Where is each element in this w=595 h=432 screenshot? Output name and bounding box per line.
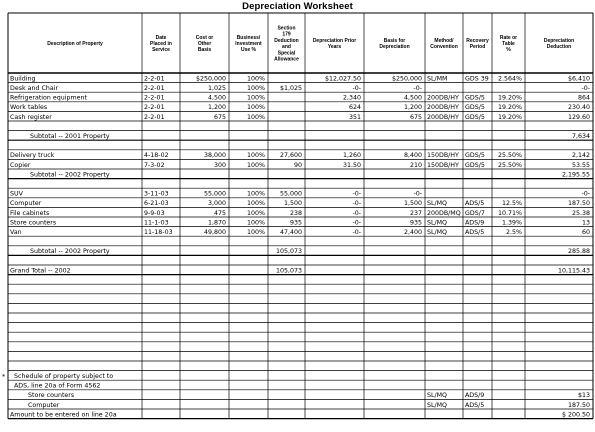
cell-cost: 300 bbox=[213, 161, 226, 169]
cell-method: SL/MQ bbox=[427, 200, 448, 208]
cell-s179: 47,400 bbox=[279, 229, 302, 236]
subtotal-cell-desc: Subtotal -- 2002 Property bbox=[30, 171, 110, 179]
note-cell-desc: ADS, line 20a of Form 4562 bbox=[14, 382, 101, 390]
cell-rate: 12.5% bbox=[501, 200, 522, 208]
cell-bus: 100% bbox=[246, 85, 265, 92]
cell-recov: GDS/5 bbox=[465, 113, 485, 121]
column-header-desc: Description of Property bbox=[47, 41, 103, 47]
cell-date: 11-18-03 bbox=[144, 229, 173, 236]
cell-cost: 49,800 bbox=[203, 229, 226, 236]
cell-bus: 100% bbox=[246, 113, 265, 121]
cell-rate: 19.20% bbox=[497, 104, 522, 112]
cell-cost: 475 bbox=[213, 209, 226, 217]
column-header-prior: Depreciation Prior bbox=[312, 37, 357, 44]
cell-deduct: $13 bbox=[577, 392, 590, 400]
cell-desc: Delivery truck bbox=[10, 152, 55, 160]
cell-recov: ADS/9 bbox=[465, 392, 485, 400]
cell-s179: 27,600 bbox=[279, 152, 302, 160]
column-header-s179: Special bbox=[277, 50, 296, 57]
cell-deduct: $6,410 bbox=[567, 75, 590, 83]
cell-recov: GDS/7 bbox=[465, 209, 485, 217]
subtotal-cell-deduct: 10,115.43 bbox=[557, 267, 590, 275]
cell-method: 200DB/HY bbox=[427, 104, 459, 112]
cell-recov: ADS/5 bbox=[465, 200, 485, 208]
cell-prior: -0- bbox=[352, 200, 361, 208]
cell-prior: 624 bbox=[348, 104, 361, 112]
cell-cost: 3,000 bbox=[207, 200, 226, 208]
cell-method: 200DB/HY bbox=[427, 94, 459, 102]
cell-basis: 4,500 bbox=[403, 94, 422, 102]
cell-deduct: 230.40 bbox=[567, 104, 590, 112]
cell-date: 9-9-03 bbox=[144, 209, 165, 217]
column-header-s179: Section bbox=[277, 25, 296, 32]
subtotal-cell-deduct: 7,634 bbox=[571, 133, 590, 140]
cell-desc: Refrigeration equipment bbox=[10, 94, 87, 102]
cell-deduct: 187.50 bbox=[567, 200, 590, 208]
subtotal-cell-deduct: 285.88 bbox=[567, 248, 590, 256]
cell-deduct: 2,142 bbox=[571, 152, 590, 160]
cell-cost: 1,200 bbox=[207, 104, 226, 112]
cell-basis: -0- bbox=[413, 190, 422, 198]
cell-s179: 238 bbox=[289, 209, 302, 217]
cell-desc: Desk and Chair bbox=[10, 85, 59, 92]
cell-date: 4-18-02 bbox=[144, 152, 169, 160]
cell-rate: 25.50% bbox=[497, 152, 522, 160]
cell-deduct: -0- bbox=[581, 190, 590, 198]
cell-rate: 10.71% bbox=[497, 209, 522, 217]
subtotal-cell-deduct: 2,195.55 bbox=[561, 171, 590, 179]
column-header-cost: Basis bbox=[197, 47, 212, 54]
cell-desc: Store counters bbox=[28, 392, 75, 400]
cell-recov: GDS/5 bbox=[465, 152, 485, 160]
cell-cost: 675 bbox=[213, 113, 226, 121]
cell-recov: ADS/9 bbox=[465, 219, 485, 227]
cell-rate: 1.39% bbox=[501, 219, 522, 227]
cell-prior: 2,340 bbox=[342, 94, 361, 102]
cell-deduct: $ 200.50 bbox=[561, 411, 590, 419]
cell-prior: 1,260 bbox=[342, 152, 361, 160]
note-cell-desc: Schedule of property subject to bbox=[14, 373, 114, 380]
cell-deduct: 53.55 bbox=[571, 161, 590, 169]
page-title: Depreciation Worksheet bbox=[242, 1, 353, 12]
cell-date: 2-2-01 bbox=[144, 94, 165, 102]
cell-method: SL/MQ bbox=[427, 219, 448, 227]
cell-method: 150DB/HY bbox=[427, 161, 459, 169]
cell-basis: 2,400 bbox=[403, 229, 422, 236]
cell-s179: 1,500 bbox=[283, 200, 302, 208]
column-header-s179: Allowance bbox=[274, 56, 299, 63]
column-header-bus: Business/ bbox=[236, 34, 261, 41]
cell-basis: 1,200 bbox=[403, 104, 422, 112]
subtotal-cell-desc: Subtotal -- 2001 Property bbox=[30, 133, 110, 140]
column-header-bus: Investment bbox=[235, 41, 262, 47]
cell-deduct: 864 bbox=[577, 94, 590, 102]
cell-cost: 1,025 bbox=[207, 85, 226, 92]
column-header-rate: Rate or bbox=[499, 34, 518, 41]
subtotal-cell-s179: 105,073 bbox=[275, 267, 302, 275]
cell-recov: GDS/5 bbox=[465, 161, 485, 169]
cell-method: SL/MQ bbox=[427, 229, 448, 236]
cell-deduct: 60 bbox=[581, 229, 590, 236]
column-header-cost: Cost or bbox=[195, 34, 214, 41]
cell-prior: $12,027.50 bbox=[324, 75, 361, 83]
cell-desc: Copier bbox=[10, 161, 31, 169]
cell-deduct: 25.38 bbox=[571, 209, 590, 217]
column-header-recov: Period bbox=[469, 44, 486, 51]
cell-desc: Building bbox=[10, 75, 36, 83]
cell-recov: ADS/5 bbox=[465, 229, 485, 236]
column-headers bbox=[47, 26, 574, 63]
cell-basis: 210 bbox=[409, 161, 422, 169]
cell-method: 150DB/HY bbox=[427, 152, 459, 160]
cell-bus: 100% bbox=[246, 104, 265, 112]
cell-desc: Work tables bbox=[10, 104, 48, 112]
column-header-prior: Years bbox=[327, 44, 342, 51]
cell-basis: $250,000 bbox=[391, 75, 422, 83]
column-header-date: Placed in bbox=[150, 41, 172, 47]
cell-s179: 90 bbox=[293, 161, 302, 169]
column-header-method: Method/ bbox=[434, 37, 454, 44]
cell-prior: -0- bbox=[352, 229, 361, 236]
cell-desc: SUV bbox=[10, 190, 23, 198]
cell-date: 7-3-02 bbox=[144, 161, 165, 169]
table-body bbox=[2, 75, 590, 418]
column-header-date: Date bbox=[155, 34, 167, 41]
cell-cost: 4,500 bbox=[207, 94, 226, 102]
cell-cost: 1,870 bbox=[207, 219, 226, 227]
cell-bus: 100% bbox=[246, 161, 265, 169]
cell-cost: $250,000 bbox=[195, 75, 226, 83]
cell-date: 2-2-01 bbox=[144, 104, 165, 112]
cell-bus: 100% bbox=[246, 190, 265, 198]
cell-desc: Store counters bbox=[10, 219, 57, 227]
cell-prior: -0- bbox=[352, 209, 361, 217]
cell-recov: ADS/5 bbox=[465, 401, 485, 409]
cell-rate: 19.20% bbox=[497, 113, 522, 121]
cell-s179: 935 bbox=[289, 219, 302, 227]
cell-basis: 8,400 bbox=[403, 152, 422, 160]
column-header-date: Service bbox=[152, 47, 170, 54]
cell-date: 11-1-03 bbox=[144, 219, 169, 227]
cell-bus: 100% bbox=[246, 229, 265, 236]
cell-basis: 237 bbox=[409, 209, 422, 217]
cell-prior: -0- bbox=[352, 219, 361, 227]
column-header-rate: % bbox=[506, 47, 511, 54]
cell-rate: 19.20% bbox=[497, 94, 522, 102]
cell-prior: -0- bbox=[352, 85, 361, 92]
cell-method: SL/MM bbox=[427, 75, 448, 83]
column-header-s179: 179 bbox=[282, 31, 291, 38]
cell-basis: -0- bbox=[413, 85, 422, 92]
cell-basis: 675 bbox=[409, 113, 422, 121]
column-header-method: Convention bbox=[430, 44, 458, 51]
cell-bus: 100% bbox=[246, 75, 265, 83]
cell-date: 2-2-01 bbox=[144, 85, 165, 92]
column-header-basis: Basis for bbox=[383, 37, 406, 44]
cell-deduct: -0- bbox=[581, 85, 590, 92]
cell-prior: 31.50 bbox=[342, 161, 361, 169]
cell-bus: 100% bbox=[246, 94, 265, 102]
cell-cost: 38,000 bbox=[203, 152, 226, 160]
cell-s179: 55,000 bbox=[279, 190, 302, 198]
column-header-deduct: Deduction bbox=[546, 44, 572, 51]
cell-date: 2-2-01 bbox=[144, 113, 165, 121]
cell-bus: 100% bbox=[246, 152, 265, 160]
column-header-cost: Other bbox=[197, 41, 212, 47]
cell-method: SL/MQ bbox=[427, 401, 448, 409]
cell-date: 2-2-01 bbox=[144, 75, 165, 83]
column-header-bus: Use % bbox=[240, 47, 257, 54]
cell-bus: 100% bbox=[246, 219, 265, 227]
cell-method: SL/MQ bbox=[427, 392, 448, 400]
cell-method: 200DB/MQ bbox=[427, 209, 461, 217]
cell-date: 3-11-03 bbox=[144, 190, 169, 198]
cell-desc: Computer bbox=[28, 401, 60, 409]
cell-date: 6-21-03 bbox=[144, 200, 169, 208]
cell-basis: 935 bbox=[409, 219, 422, 227]
cell-deduct: 13 bbox=[581, 219, 590, 227]
cell-desc: File cabinets bbox=[10, 209, 50, 217]
cell-method: 200DB/HY bbox=[427, 113, 459, 121]
cell-basis: 1,500 bbox=[403, 200, 422, 208]
subtotal-cell-desc: Subtotal -- 2002 Property bbox=[30, 248, 110, 256]
column-header-s179: and bbox=[282, 44, 291, 51]
cell-recov: GDS/5 bbox=[465, 104, 485, 112]
subtotal-cell-desc: Grand Total -- 2002 bbox=[10, 267, 71, 275]
cell-desc: Amount to be entered on line 20a bbox=[10, 411, 117, 419]
cell-prior: -0- bbox=[352, 190, 361, 198]
cell-rate: 2.564% bbox=[497, 75, 522, 83]
subtotal-cell-s179: 105,073 bbox=[275, 248, 302, 256]
column-header-basis: Depreciation bbox=[379, 44, 410, 51]
cell-desc: Computer bbox=[10, 200, 42, 208]
column-header-s179: Deduction bbox=[274, 37, 299, 44]
cell-prior: 351 bbox=[348, 113, 361, 121]
cell-desc: Cash register bbox=[10, 113, 52, 121]
cell-bus: 100% bbox=[246, 200, 265, 208]
cell-rate: 2.5% bbox=[506, 229, 522, 236]
cell-desc: Van bbox=[10, 229, 22, 236]
cell-bus: 100% bbox=[246, 209, 265, 217]
column-header-deduct: Depreciation bbox=[543, 37, 575, 44]
cell-recov: GDS/5 bbox=[465, 94, 485, 102]
cell-deduct: 187.50 bbox=[567, 401, 590, 409]
cell-s179: $1,025 bbox=[279, 85, 302, 92]
cell-cost: 55,000 bbox=[203, 190, 226, 198]
column-header-recov: Recovery bbox=[466, 37, 489, 44]
cell-recov: GDS 39 bbox=[465, 75, 489, 83]
cell-rate: 25.50% bbox=[497, 161, 522, 169]
cell-deduct: 129.60 bbox=[567, 113, 590, 121]
column-header-rate: Table bbox=[502, 41, 515, 47]
footnote-marker: * bbox=[2, 373, 6, 381]
